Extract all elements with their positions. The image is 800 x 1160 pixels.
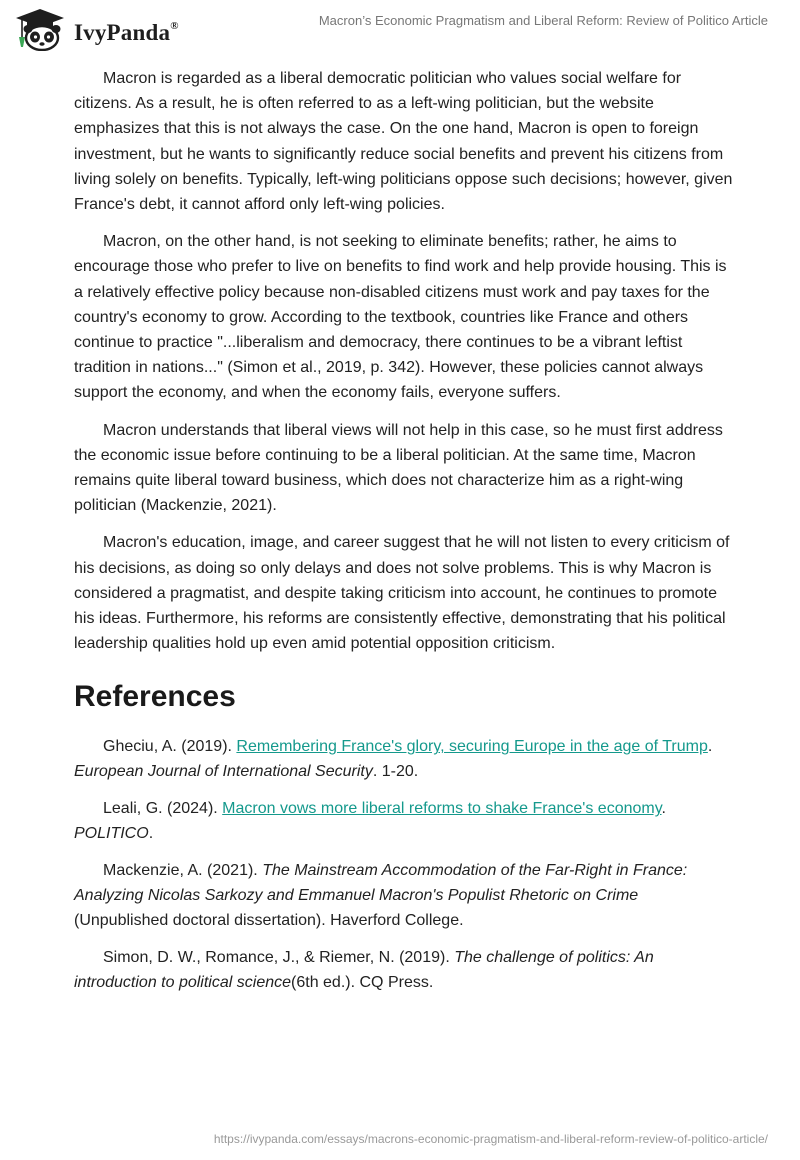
reference-item	[74, 945, 734, 995]
reference-journal: POLITICO	[74, 825, 149, 843]
reference-author: Gheciu, A. (2019).	[103, 738, 237, 756]
reference-journal: European Journal of International Security	[74, 763, 373, 781]
reference-tail: . 1-20.	[372, 763, 419, 781]
reference-tail: (6th ed.). CQ Press.	[291, 974, 434, 992]
reference-link[interactable]: Remembering France's glory, securing Europe in the age of Trump	[236, 738, 708, 756]
reference-item	[74, 796, 734, 846]
reference-item	[74, 858, 734, 933]
body-paragraph: Macron, on the other hand, is not seeking to eliminate benefits; rather, he aims to encourage those who prefer to live on benefits to find work and help provide housing. This is a relatively effective policy because non-disabled citizens must work and pay taxes for the country's economy to grow. According to the textbook, countries like France and others continue to practice "...liberalism and democracy, there continues to be a vibrant leftist tradition in nations..." (Simon et al., 2019, p. 342). However, these policies cannot always support the economy, and when the economy fails, everyone suffers.	[74, 233, 727, 402]
reference-title: The Mainstream Accommodation of the Far-Right in France: Analyzing Nicolas Sarkozy and Emmanuel Macron's Populist Rhetoric on Crime	[74, 862, 688, 905]
reference-author: Leali, G. (2024).	[103, 800, 223, 818]
ivypanda-logo[interactable]	[14, 7, 204, 51]
essay-content	[74, 66, 734, 1007]
reference-item	[74, 734, 734, 784]
reference-tail: .	[148, 825, 154, 843]
reference-title: The challenge of politics: An introduction to political science	[74, 949, 654, 992]
body-paragraph: Macron is regarded as a liberal democratic politician who values social welfare for citizens. As a result, he is often referred to as a left-wing politician, but the website emphasizes that this is not always the case. On the one hand, Macron is open to foreign investment, but he wants to significantly reduce social benefits and prevent his citizens from living solely on benefits. Typically, left-wing politicians oppose such decisions; however, given France's debt, it cannot afford only left-wing policies.	[74, 70, 733, 214]
logo-wordmark	[74, 20, 179, 46]
reference-author: Mackenzie, A. (2021).	[103, 862, 263, 880]
footer-url: https://ivypanda.com/essays/macrons-economic-pragmatism-and-liberal-reform-review-of-politico-article/	[213, 1132, 768, 1146]
reference-separator: .	[707, 738, 713, 756]
reference-link[interactable]: Macron vows more liberal reforms to shake France's economy	[222, 800, 662, 818]
body-paragraph: Macron's education, image, and career suggest that he will not listen to every criticism of his decisions, as doing so only delays and does not solve problems. This is why Macron is considered a pragmatist, and despite taking criticism into account, he continues to promote his ideas. Furthermore, his reforms are consistently effective, demonstrating that his political leadership qualities hold up even amid potential opposition criticism.	[74, 534, 730, 653]
panda-graduate-icon	[14, 7, 66, 51]
page-header	[0, 0, 800, 60]
body-paragraph: Macron understands that liberal views will not help in this case, so he must first address the economic issue before continuing to be a liberal politician. At the same time, Macron remains quite liberal toward business, which does not characterize him as a right-wing politician (Mackenzie, 2021).	[74, 421, 723, 515]
reference-separator: .	[661, 800, 666, 818]
reference-author: Simon, D. W., Romance, J., & Riemer, N. (2019).	[103, 949, 455, 967]
logo-name: IvyPanda	[74, 20, 171, 45]
references-heading: References	[74, 680, 236, 714]
page-title: Macron’s Economic Pragmatism and Liberal Reform: Review of Politico Article	[318, 13, 768, 28]
reference-tail: (Unpublished doctoral dissertation). Haverford College.	[74, 912, 464, 930]
registered-mark: ®	[170, 20, 179, 33]
